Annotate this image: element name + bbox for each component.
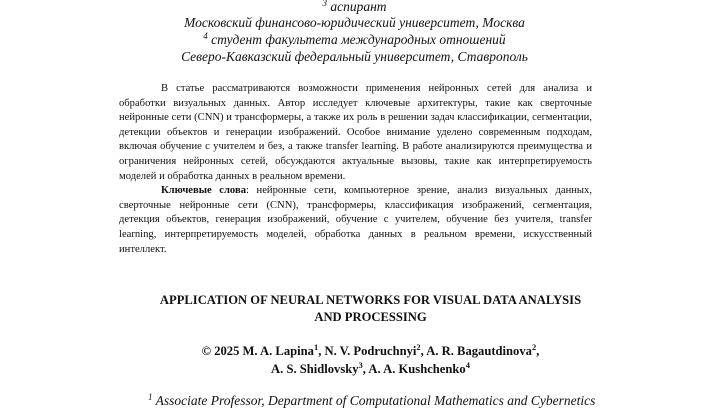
author-separator: ,	[536, 344, 540, 358]
affiliation-text: студент факультета международных отношений	[211, 32, 506, 47]
abstract-text: В статье рассматриваются возможности применения нейронных сетей для анализа и обработки визуальных данных. Автор исследует ключевые архитектуры, такие как сверточные нейронные сети (CNN) и трансформеры, а также их роль в решении задач классификации, сегментации, детекции объектов и генерации изображений. Особое внимание уделено современным подходам, включая обучение с учителем и без, а также transfer learning. В работе анализируются преимущества и ограничения нейронных сетей, обсуждаются актуальные вызовы, такие как интерпретируемость моделей и обработка данных в реальном времени.	[119, 83, 592, 182]
affiliation-text: Associate Professor, Department of Computational Mathematics and Cybernetics	[155, 393, 596, 408]
author-line-2	[0, 360, 709, 378]
english-title-line-2: AND PROCESSING	[314, 310, 427, 324]
english-title	[0, 292, 709, 326]
abstract	[119, 82, 592, 257]
author-affiliation-sup: 4	[465, 360, 470, 370]
author-name: N. V. Podruchnyi	[324, 344, 417, 358]
keywords-label: Ключевые слова	[161, 185, 246, 197]
affiliation-sup: 1	[148, 392, 153, 402]
author-affiliation-sup: 3	[358, 360, 363, 370]
author-name: A. A. Kushchenko	[368, 362, 466, 376]
affiliation-4-institution: Северо-Кавказский федеральный университет, Ставрополь	[181, 49, 528, 64]
keywords-text: : нейронные сети, компьютерное зрение, анализ визуальных данных, сверточные нейронные сети (CNN), трансформеры, классификация изображений, сегментация, детекция объектов, генерация изображений, обучение с учителем, обучение без учителя, transfer learning, интерпретируемость моделей, обработка данных в реальном времени, искусственный интеллект.	[119, 185, 592, 255]
author-line-1	[0, 342, 709, 360]
affiliation-text: аспирант	[330, 0, 387, 14]
english-title-line-1: APPLICATION OF NEURAL NETWORKS FOR VISUAL DATA ANALYSIS	[159, 293, 582, 307]
author-affiliation-sup: 1	[313, 342, 319, 352]
affiliation-sup: 3	[322, 0, 327, 8]
author-affiliation-sup: 2	[531, 342, 537, 352]
affiliation-4-role	[0, 31, 709, 48]
author-name: A. S. Shidlovsky	[271, 362, 359, 376]
author-list	[0, 342, 709, 378]
affiliation-sup: 4	[203, 31, 208, 41]
affiliation-1-partial	[148, 393, 595, 409]
author-separator: ,	[318, 344, 325, 358]
author-separator: ,	[362, 362, 369, 376]
affiliation-3-role	[0, 0, 709, 15]
author-affiliation-sup: 2	[416, 342, 421, 352]
keywords	[119, 184, 592, 257]
author-name: A. R. Bagautdinova	[426, 344, 532, 358]
author-name: M. A. Lapina	[242, 344, 314, 358]
affiliation-3-institution: Московский финансово-юридический университет, Москва	[184, 15, 525, 30]
copyright-notice: © 2025	[201, 344, 240, 358]
author-separator: ,	[420, 344, 427, 358]
